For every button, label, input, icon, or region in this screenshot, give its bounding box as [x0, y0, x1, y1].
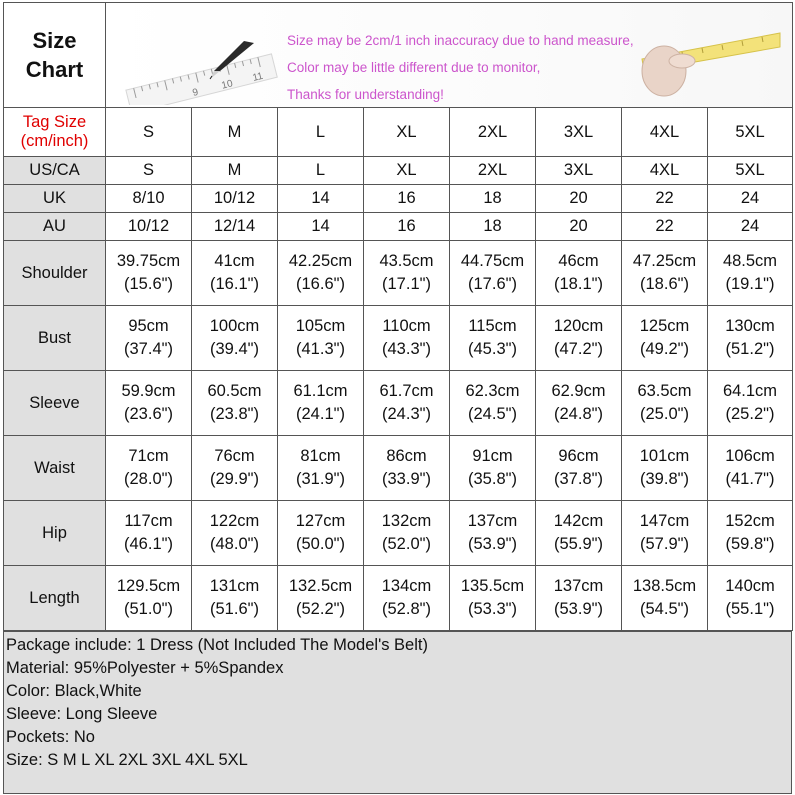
size-cell: 24 — [708, 213, 793, 241]
title-line-2: Chart — [25, 57, 84, 82]
cm-value: 43.5cm — [379, 252, 434, 270]
measurement-cell — [536, 306, 622, 371]
measurement-cell — [278, 566, 364, 631]
inch-value: (53.3") — [468, 600, 517, 618]
measurement-cell — [536, 371, 622, 436]
cm-value: 135.5cm — [460, 577, 525, 595]
cm-value: 48.5cm — [722, 252, 778, 270]
cm-value: 96cm — [558, 447, 599, 465]
inch-value: (49.2") — [640, 340, 689, 358]
measurement-cell — [708, 371, 793, 436]
measurement-label: Hip — [4, 501, 106, 566]
size-cell: L — [278, 157, 364, 185]
cm-value: 91cm — [472, 447, 513, 465]
size-conversion-row — [4, 213, 793, 241]
inch-value: (55.9") — [554, 535, 603, 553]
size-cell: 24 — [708, 185, 793, 213]
measurement-label: Waist — [4, 436, 106, 501]
measurement-cell — [536, 501, 622, 566]
measurement-cell — [364, 436, 450, 501]
measurement-cell — [364, 241, 450, 306]
tag-size-cell: L — [278, 108, 364, 157]
info-line: Package include: 1 Dress (Not Included The Model's Belt) — [6, 636, 428, 654]
ruler-number-10: 10 — [220, 78, 234, 92]
measurement-cell — [364, 306, 450, 371]
row-label: UK — [4, 185, 106, 213]
cm-value: 152cm — [725, 512, 775, 530]
measurement-cell — [278, 501, 364, 566]
measurement-cell — [708, 566, 793, 631]
inch-value: (24.3") — [382, 405, 431, 423]
measurement-row — [4, 371, 793, 436]
measurement-cell — [106, 566, 192, 631]
inch-value: (37.4") — [124, 340, 173, 358]
inch-value: (47.2") — [554, 340, 603, 358]
inch-value: (43.3") — [382, 340, 431, 358]
tag-size-cell: M — [192, 108, 278, 157]
cm-value: 132.5cm — [288, 577, 353, 595]
tag-size-cell: XL — [364, 108, 450, 157]
inch-value: (24.8") — [554, 405, 603, 423]
cm-value: 134cm — [381, 577, 432, 595]
measurement-cell — [450, 241, 536, 306]
inch-value: (18.1") — [554, 275, 603, 293]
info-line: Size: S M L XL 2XL 3XL 4XL 5XL — [6, 751, 248, 769]
tag-size-label — [4, 108, 106, 157]
note-thanks: Thanks for understanding! — [287, 87, 444, 102]
measurement-cell — [708, 241, 793, 306]
size-cell: 10/12 — [106, 213, 192, 241]
measurement-cell — [708, 306, 793, 371]
cm-value: 137cm — [553, 577, 604, 595]
measurement-row — [4, 436, 793, 501]
cm-value: 76cm — [214, 447, 255, 465]
cm-value: 95cm — [128, 317, 169, 335]
inch-value: (59.8") — [725, 535, 775, 553]
cm-value: 86cm — [386, 447, 427, 465]
inch-value: (57.9") — [640, 535, 689, 553]
measurement-label: Bust — [4, 306, 106, 371]
inch-value: (48.0") — [210, 535, 259, 553]
measurement-cell — [536, 241, 622, 306]
cm-value: 101cm — [639, 447, 690, 465]
hand-with-measuring-tape-icon — [632, 21, 782, 101]
info-line: Pockets: No — [6, 728, 95, 746]
cm-value: 129.5cm — [116, 577, 181, 595]
measurement-cell — [536, 566, 622, 631]
inch-value: (52.2") — [296, 600, 345, 618]
tag-size-row — [4, 108, 793, 157]
measurement-cell — [364, 371, 450, 436]
cm-value: 63.5cm — [637, 382, 692, 400]
measurement-cell — [106, 241, 192, 306]
measurement-cell — [622, 501, 708, 566]
inch-value: (15.6") — [124, 275, 173, 293]
measurement-cell — [622, 241, 708, 306]
inch-value: (39.4") — [210, 340, 259, 358]
cm-value: 47.25cm — [632, 252, 697, 270]
cm-value: 115cm — [468, 317, 517, 335]
ruler-number-9: 9 — [191, 86, 200, 99]
cm-value: 106cm — [725, 447, 775, 465]
inch-value: (37.8") — [554, 470, 603, 488]
inch-value: (29.9") — [210, 470, 259, 488]
cm-value: 62.3cm — [465, 382, 520, 400]
measurement-cell — [622, 436, 708, 501]
measurement-cell — [106, 501, 192, 566]
tag-size-cell: 4XL — [622, 108, 708, 157]
inch-value: (35.8") — [468, 470, 517, 488]
info-line: Material: 95%Polyester + 5%Spandex — [6, 659, 284, 677]
measurement-cell — [278, 241, 364, 306]
measurement-cell — [708, 436, 793, 501]
inch-value: (54.5") — [640, 600, 689, 618]
inch-value: (24.1") — [296, 405, 345, 423]
cm-value: 60.5cm — [207, 382, 262, 400]
inch-value: (46.1") — [124, 535, 173, 553]
measurement-cell — [192, 436, 278, 501]
banner — [106, 3, 793, 108]
inch-value: (17.1") — [382, 275, 431, 293]
inch-value: (45.3") — [468, 340, 517, 358]
cm-value: 62.9cm — [551, 382, 606, 400]
measurement-cell — [192, 371, 278, 436]
ruler-number-11: 11 — [251, 70, 265, 84]
size-chart-table — [3, 2, 793, 631]
inch-value: (31.9") — [296, 470, 345, 488]
title-line-1: Size — [32, 28, 77, 53]
measurement-label: Shoulder — [4, 241, 106, 306]
measurement-label: Length — [4, 566, 106, 631]
size-cell: 12/14 — [192, 213, 278, 241]
size-cell: XL — [364, 157, 450, 185]
measurement-cell — [192, 501, 278, 566]
chart-title — [4, 3, 106, 108]
tag-size-cell: 3XL — [536, 108, 622, 157]
inch-value: (51.2") — [725, 340, 775, 358]
row-label: AU — [4, 213, 106, 241]
inch-value: (16.1") — [210, 275, 259, 293]
measurement-row — [4, 501, 793, 566]
info-line: Sleeve: Long Sleeve — [6, 705, 158, 723]
measurement-cell — [278, 371, 364, 436]
cm-value: 132cm — [381, 512, 432, 530]
size-cell: 20 — [536, 213, 622, 241]
cm-value: 137cm — [467, 512, 518, 530]
inch-value: (17.6") — [468, 275, 517, 293]
measurement-label: Sleeve — [4, 371, 106, 436]
size-cell: 8/10 — [106, 185, 192, 213]
measurement-cell — [364, 566, 450, 631]
cm-value: 44.75cm — [460, 252, 525, 270]
note-inaccuracy: Size may be 2cm/1 inch inaccuracy due to hand measure, — [287, 33, 634, 48]
product-info-box — [3, 631, 792, 794]
size-cell: 10/12 — [192, 185, 278, 213]
measurement-cell — [450, 566, 536, 631]
cm-value: 117cm — [124, 512, 173, 530]
cm-value: 120cm — [553, 317, 604, 335]
inch-value: (53.9") — [554, 600, 603, 618]
tag-size-label-line-2: (cm/inch) — [20, 132, 89, 150]
cm-value: 125cm — [639, 317, 690, 335]
cm-value: 61.1cm — [293, 382, 348, 400]
measurement-cell — [106, 306, 192, 371]
cm-value: 71cm — [128, 447, 169, 465]
inch-value: (52.8") — [382, 600, 431, 618]
inch-value: (19.1") — [725, 275, 775, 293]
size-cell: 22 — [622, 213, 708, 241]
cm-value: 147cm — [639, 512, 690, 530]
measurement-cell — [278, 306, 364, 371]
inch-value: (23.6") — [124, 405, 173, 423]
size-cell: 20 — [536, 185, 622, 213]
measurement-cell — [536, 436, 622, 501]
cm-value: 138.5cm — [632, 577, 697, 595]
size-cell: 18 — [450, 213, 536, 241]
info-line: Color: Black,White — [6, 682, 142, 700]
size-cell: 5XL — [708, 157, 793, 185]
cm-value: 100cm — [209, 317, 260, 335]
size-cell: 16 — [364, 185, 450, 213]
inch-value: (25.2") — [725, 405, 775, 423]
inch-value: (16.6") — [296, 275, 345, 293]
measurement-cell — [278, 436, 364, 501]
note-color: Color may be little different due to monitor, — [287, 60, 541, 75]
inch-value: (51.0") — [124, 600, 173, 618]
inch-value: (50.0") — [296, 535, 345, 553]
measurement-cell — [192, 241, 278, 306]
cm-value: 39.75cm — [116, 252, 181, 270]
measurement-cell — [622, 306, 708, 371]
inch-value: (18.6") — [640, 275, 689, 293]
inch-value: (24.5") — [468, 405, 517, 423]
inch-value: (52.0") — [382, 535, 431, 553]
size-cell: 3XL — [536, 157, 622, 185]
size-cell: 22 — [622, 185, 708, 213]
measurement-cell — [622, 371, 708, 436]
cm-value: 140cm — [725, 577, 775, 595]
cm-value: 42.25cm — [288, 252, 353, 270]
header-row — [4, 3, 793, 108]
cm-value: 127cm — [295, 512, 346, 530]
tag-size-cell: 5XL — [708, 108, 793, 157]
row-label: US/CA — [4, 157, 106, 185]
cm-value: 64.1cm — [722, 382, 778, 400]
size-cell: S — [106, 157, 192, 185]
measurement-cell — [450, 501, 536, 566]
measurement-cell — [450, 371, 536, 436]
measurement-cell — [450, 436, 536, 501]
inch-value: (51.6") — [210, 600, 259, 618]
measurement-cell — [106, 371, 192, 436]
size-cell: 4XL — [622, 157, 708, 185]
inch-value: (41.3") — [296, 340, 345, 358]
measurement-cell — [364, 501, 450, 566]
size-cell: 14 — [278, 213, 364, 241]
measurement-cell — [192, 566, 278, 631]
size-cell: 2XL — [450, 157, 536, 185]
cm-value: 61.7cm — [379, 382, 434, 400]
inch-value: (39.8") — [640, 470, 689, 488]
measurement-cell — [192, 306, 278, 371]
size-cell: 14 — [278, 185, 364, 213]
measurement-row — [4, 241, 793, 306]
cm-value: 130cm — [725, 317, 775, 335]
cm-value: 110cm — [382, 317, 431, 335]
cm-value: 81cm — [300, 447, 341, 465]
measurement-cell — [450, 306, 536, 371]
size-conversion-row — [4, 185, 793, 213]
inch-value: (25.0") — [640, 405, 689, 423]
pen-and-ruler-icon — [124, 41, 284, 105]
tag-size-cell: 2XL — [450, 108, 536, 157]
cm-value: 105cm — [295, 317, 346, 335]
cm-value: 46cm — [558, 252, 599, 270]
tag-size-cell: S — [106, 108, 192, 157]
inch-value: (53.9") — [468, 535, 517, 553]
inch-value: (23.8") — [210, 405, 259, 423]
size-cell: 18 — [450, 185, 536, 213]
cm-value: 122cm — [209, 512, 260, 530]
measurement-row — [4, 306, 793, 371]
inch-value: (41.7") — [725, 470, 775, 488]
inch-value: (28.0") — [124, 470, 173, 488]
cm-value: 59.9cm — [121, 382, 176, 400]
size-cell: M — [192, 157, 278, 185]
cm-value: 41cm — [214, 252, 255, 270]
cm-value: 131cm — [209, 577, 260, 595]
measurement-row — [4, 566, 793, 631]
measurement-cell — [622, 566, 708, 631]
size-conversion-row — [4, 157, 793, 185]
size-cell: 16 — [364, 213, 450, 241]
cm-value: 142cm — [553, 512, 604, 530]
measurement-cell — [708, 501, 793, 566]
tag-size-label-line-1: Tag Size — [22, 113, 87, 131]
inch-value: (33.9") — [382, 470, 431, 488]
measurement-cell — [106, 436, 192, 501]
inch-value: (55.1") — [725, 600, 775, 618]
